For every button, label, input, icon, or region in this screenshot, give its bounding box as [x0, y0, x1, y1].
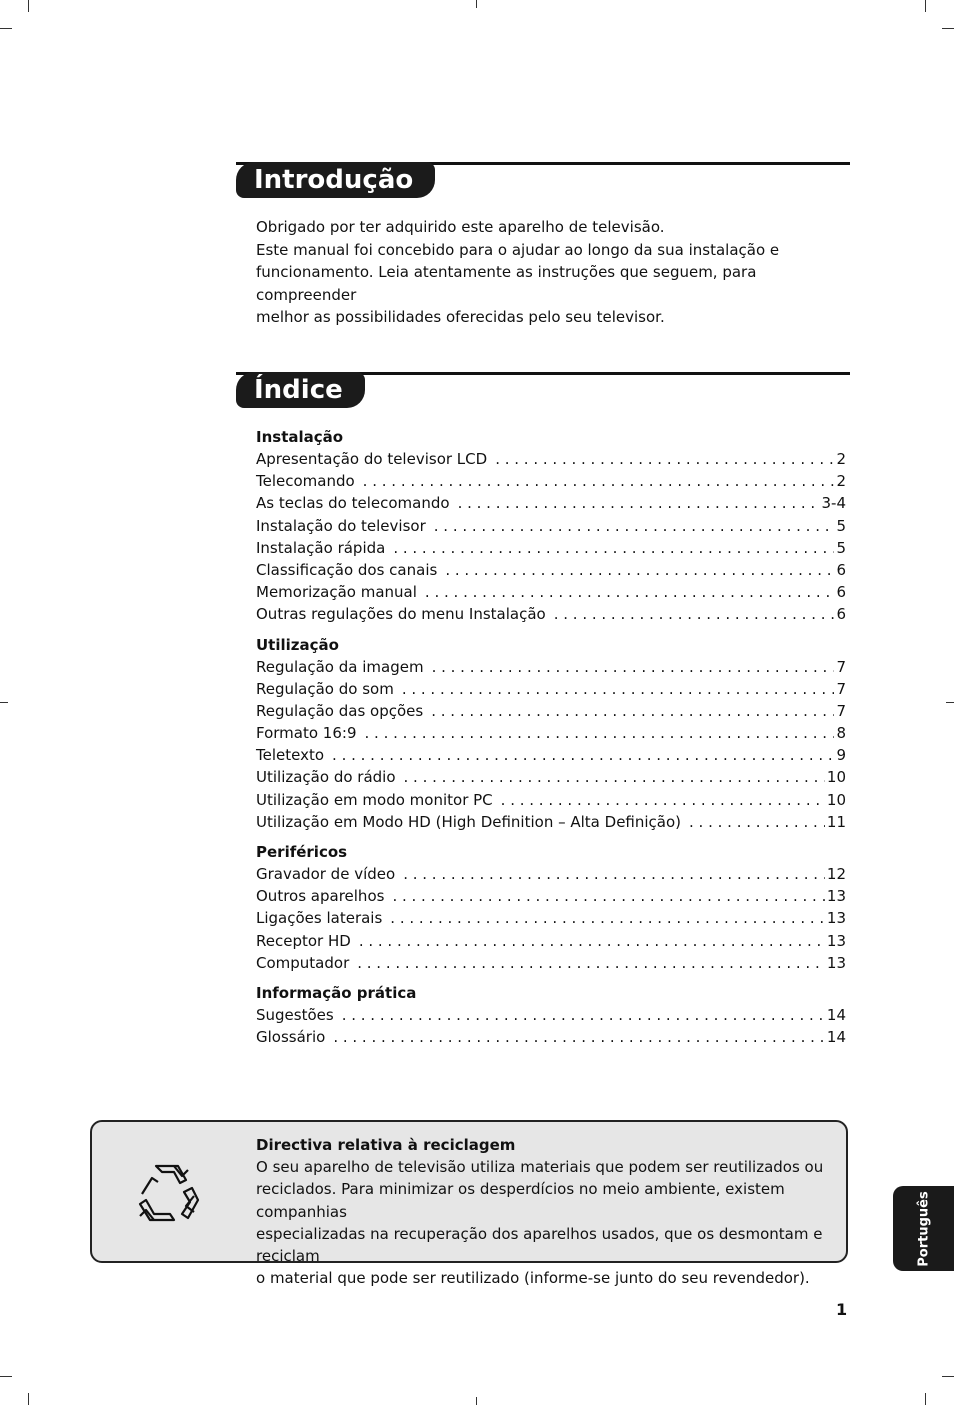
toc-group-title: Utilização: [256, 635, 339, 654]
toc-group: [256, 426, 846, 626]
toc-entry-page: 13: [826, 909, 846, 928]
toc-entry-page: 3-4: [821, 494, 846, 513]
crop-mark: [942, 28, 954, 29]
toc-entry: [256, 656, 846, 678]
toc-dot-leader: [554, 603, 835, 625]
toc-entry-page: 6: [836, 583, 846, 602]
recycling-line: reciclados. Para minimizar os desperdícios no meio ambiente, existem companhias: [256, 1180, 785, 1221]
toc-entry-page: 8: [836, 724, 846, 743]
toc-entry: [256, 789, 846, 811]
toc-entry: [256, 515, 846, 537]
intro-line: Obrigado por ter adquirido este aparelho de televisão.: [256, 218, 665, 236]
toc-entry-label: Classificação dos canais: [256, 560, 438, 579]
toc-dot-leader: [392, 885, 824, 907]
recycling-line: O seu aparelho de televisão utiliza materiais que podem ser reutilizados ou: [256, 1158, 824, 1177]
toc-entry-label: Instalação do televisor: [256, 516, 426, 535]
toc-entry-label: Gravador de vídeo: [256, 865, 396, 883]
toc-entry-label: Teletexto: [256, 746, 325, 765]
language-tab: [893, 1186, 954, 1271]
toc-entry-label: Utilização do rádio: [256, 768, 396, 787]
table-of-contents: [256, 426, 846, 1056]
toc-entry-label: As teclas do telecomando: [256, 494, 450, 513]
crop-mark: [0, 28, 12, 29]
toc-dot-leader: [365, 722, 835, 744]
toc-dot-leader: [357, 952, 825, 974]
toc-entry-page: 13: [826, 953, 846, 972]
crop-mark: [925, 0, 926, 12]
toc-entry-page: 7: [836, 657, 846, 676]
toc-entry-label: Glossário: [256, 1028, 326, 1047]
toc-entry-page: 13: [826, 887, 846, 906]
toc-entry: [256, 766, 846, 788]
toc-entry: [256, 470, 846, 492]
toc-entry: [256, 930, 846, 952]
toc-entry-page: 6: [836, 560, 846, 579]
toc-entry-label: Receptor HD: [256, 931, 351, 950]
toc-entry: [256, 581, 846, 603]
toc-entry-label: Computador: [256, 953, 350, 972]
toc-dot-leader: [363, 470, 835, 492]
toc-group-title: Periféricos: [256, 843, 348, 861]
toc-dot-leader: [425, 581, 835, 603]
toc-entry-label: Outras regulações do menu Instalação: [256, 605, 546, 624]
toc-entry-page: 13: [826, 931, 846, 950]
intro-line: Este manual foi concebido para o ajudar ao longo da sua instalação e: [256, 240, 780, 259]
intro-line: melhor as possibilidades oferecidas pelo seu televisor.: [256, 308, 665, 326]
toc-entry-page: 9: [836, 746, 846, 765]
crop-mark: [28, 1393, 29, 1405]
crop-mark: [28, 0, 29, 12]
toc-entry-label: Regulação do som: [256, 679, 394, 698]
toc-group: [256, 634, 846, 834]
recycling-text: [256, 1134, 844, 1289]
toc-dot-leader: [404, 766, 825, 788]
crop-mark: [0, 1376, 12, 1377]
index-heading: Índice: [236, 372, 365, 408]
toc-dot-leader: [458, 492, 820, 514]
toc-entry: [256, 1026, 846, 1048]
toc-entry: [256, 448, 846, 470]
recycling-notice: [90, 1120, 848, 1288]
toc-entry-page: 6: [836, 605, 846, 624]
toc-entry: [256, 863, 846, 885]
toc-entry-page: 11: [826, 812, 846, 831]
toc-entry-page: 10: [826, 768, 846, 787]
toc-entry: [256, 722, 846, 744]
toc-group-title: Informação prática: [256, 983, 417, 1002]
toc-dot-leader: [434, 515, 835, 537]
toc-dot-leader: [393, 537, 834, 559]
toc-dot-leader: [342, 1004, 825, 1026]
toc-dot-leader: [402, 678, 835, 700]
toc-group: [256, 982, 846, 1048]
toc-entry-label: Memorização manual: [256, 583, 417, 602]
toc-entry: [256, 885, 846, 907]
toc-dot-leader: [495, 448, 834, 470]
toc-entry-label: Apresentação do televisor LCD: [256, 450, 488, 468]
toc-entry-label: Sugestões: [256, 1005, 334, 1024]
toc-entry-page: 7: [836, 679, 846, 698]
toc-entry: [256, 744, 846, 766]
toc-entry-label: Regulação das opções: [256, 701, 424, 720]
toc-entry-page: 2: [836, 450, 846, 468]
intro-text: [256, 216, 846, 329]
crop-mark: [942, 1376, 954, 1377]
toc-entry-page: 12: [826, 865, 846, 883]
toc-entry: [256, 907, 846, 929]
toc-entry-page: 10: [826, 790, 846, 809]
toc-entry-label: Regulação da imagem: [256, 657, 424, 676]
toc-entry: [256, 492, 846, 514]
toc-entry-label: Utilização em modo monitor PC: [256, 790, 493, 809]
crop-mark: [925, 1393, 926, 1405]
page-number: 1: [836, 1300, 848, 1319]
intro-heading: Introdução: [236, 162, 435, 198]
toc-dot-leader: [332, 744, 834, 766]
toc-dot-leader: [431, 700, 834, 722]
toc-entry: [256, 603, 846, 625]
recycling-title: Directiva relativa à reciclagem: [256, 1136, 516, 1154]
toc-entry: [256, 952, 846, 974]
toc-dot-leader: [689, 811, 825, 833]
crop-mark: [946, 702, 954, 703]
toc-group-title: Instalação: [256, 428, 344, 446]
toc-entry-label: Instalação rápida: [256, 538, 386, 557]
recycle-icon: [134, 1160, 200, 1226]
toc-dot-leader: [333, 1026, 825, 1048]
crop-mark: [476, 0, 477, 8]
language-label: Português: [916, 1190, 931, 1267]
toc-entry: [256, 678, 846, 700]
intro-line: funcionamento. Leia atentamente as instruções que seguem, para compreender: [256, 263, 757, 304]
toc-dot-leader: [445, 559, 834, 581]
toc-dot-leader: [390, 907, 825, 929]
toc-entry: [256, 1004, 846, 1026]
crop-mark: [0, 702, 8, 703]
recycling-line: especializadas na recuperação dos aparelhos usados, que os desmontam e reciclam: [256, 1224, 823, 1266]
toc-entry-page: 14: [826, 1028, 846, 1047]
toc-dot-leader: [359, 930, 825, 952]
toc-entry-page: 14: [826, 1005, 846, 1024]
toc-entry: [256, 811, 846, 833]
toc-entry: [256, 537, 846, 559]
toc-entry-page: 7: [836, 701, 846, 720]
toc-dot-leader: [501, 789, 825, 811]
toc-dot-leader: [432, 656, 835, 678]
toc-entry-label: Utilização em Modo HD (High Definition – Alta Definição): [256, 812, 682, 831]
toc-entry: [256, 700, 846, 722]
crop-mark: [476, 1397, 477, 1405]
toc-entry-page: 5: [836, 516, 846, 535]
toc-entry: [256, 559, 846, 581]
toc-entry-page: 5: [836, 538, 846, 557]
toc-dot-leader: [403, 863, 825, 885]
toc-entry-page: 2: [836, 472, 846, 491]
toc-entry-label: Outros aparelhos: [256, 887, 385, 906]
toc-group: [256, 841, 846, 974]
recycling-line: o material que pode ser reutilizado (informe-se junto do seu revendedor).: [256, 1269, 810, 1288]
toc-entry-label: Telecomando: [256, 472, 355, 491]
toc-entry-label: Formato 16:9: [256, 724, 357, 743]
toc-entry-label: Ligações laterais: [256, 909, 383, 928]
